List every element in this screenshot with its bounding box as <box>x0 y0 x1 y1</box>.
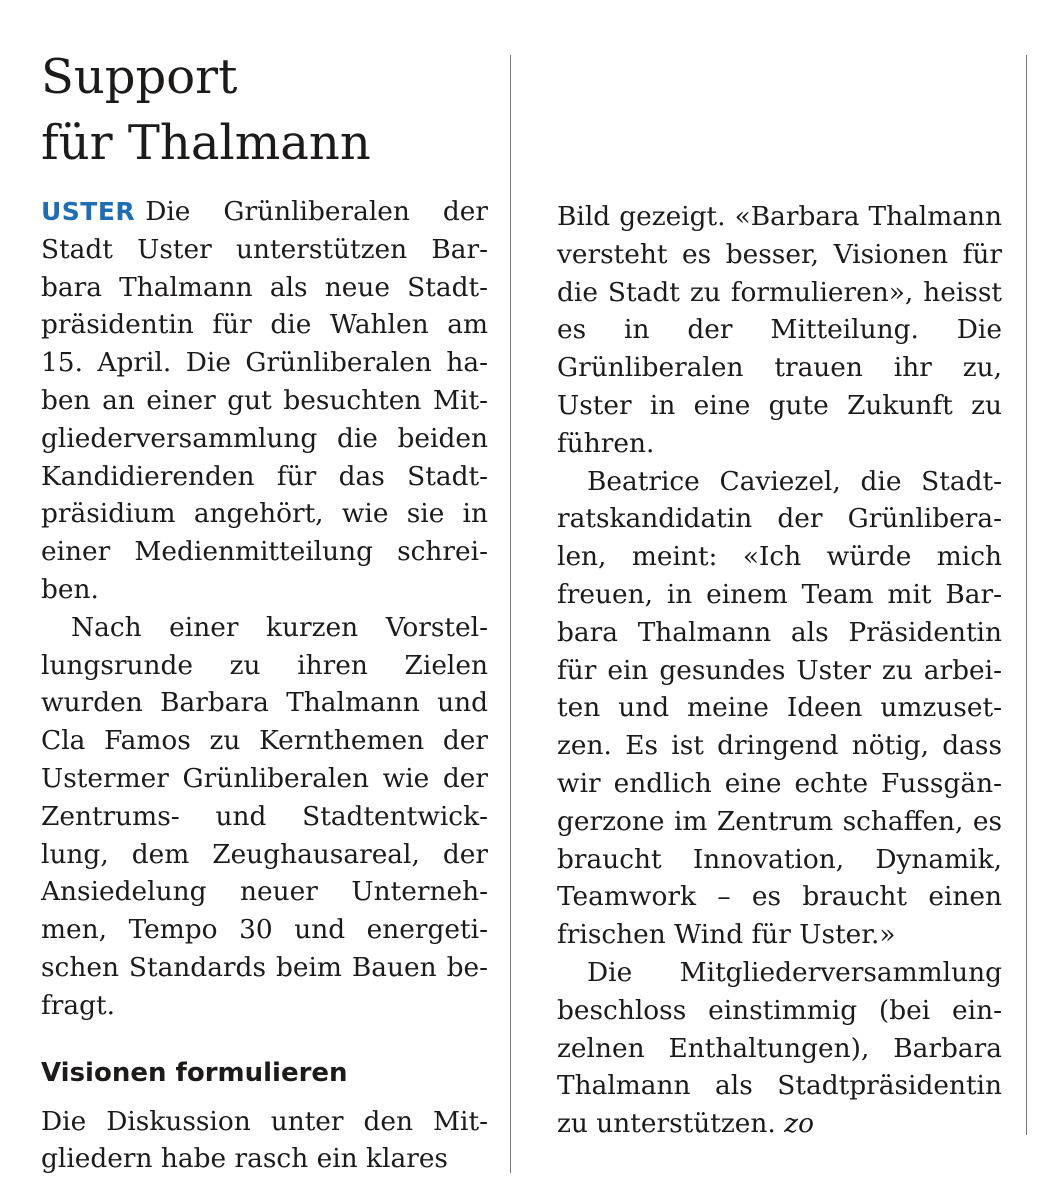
closing-text: Die Mitgliederversammlung beschloss einstimmig (bei einzelnen Enthaltungen), Barbara Thalmann als Stadtpräsidentin zu unterstützen. <box>557 956 1002 1140</box>
author-initials: zo <box>784 1108 814 1140</box>
right-column <box>557 198 1002 1143</box>
closing-paragraph <box>557 954 1002 1143</box>
headline-line-1: Support <box>41 49 238 105</box>
subheading: Visionen formulieren <box>41 1057 348 1088</box>
dateline: USTER <box>41 197 136 226</box>
body-paragraph: Nach einer kurzen Vorstellungsrunde zu ihren Zielen wurden Barbara Thalmann und Cla Famos zu Kernthemen der Ustermer Grünliberalen wie der Zentrums- und Stadtentwicklung, dem Zeughausareal, der Ansiedelung neuer Unternehmen, Tempo 30 und energetischen Standards beim Bauen befragt. <box>41 611 488 1021</box>
left-column <box>41 193 488 1178</box>
body-paragraph-continuation: Bild gezeigt. «Barbara Thalmann versteht es besser, Visionen für die Stadt zu formulieren», heisst es in der Mitteilung. Die Grünliberalen trauen ihr zu, Uster in eine gute Zukunft zu führen. <box>557 201 1002 459</box>
headline <box>41 44 501 176</box>
lead-paragraph <box>41 193 488 609</box>
right-border-rule <box>1026 55 1027 1135</box>
lead-text: Die Grünliberalen der Stadt Uster unterstützen Barbara Thalmann als neue Stadtpräsidentin für die Wahlen am 15. April. Die Grünliberalen haben an einer gut besuchten Mitgliederversammlung die beiden Kandidierenden für das Stadtpräsidium angehört, wie sie in einer Medienmitteilung schreiben. <box>41 196 488 605</box>
column-divider <box>510 55 511 1173</box>
headline-line-2: für Thalmann <box>41 115 371 171</box>
quote-paragraph: Beatrice Caviezel, die Stadtratskandidatin der Grünliberalen, meint: «Ich würde mich freuen, in einem Team mit Barbara Thalmann als Präsidentin für ein gesundes Uster zu arbeiten und meine Ideen umzusetzen. Es ist dringend nötig, dass wir endlich eine echte Fussgängerzone im Zentrum schaffen, es braucht Innovation, Dynamik, Teamwork – es braucht einen frischen Wind für Uster.» <box>557 465 1002 951</box>
body-paragraph-continued: Die Diskussion unter den Mitgliedern habe rasch ein klares <box>41 1105 488 1175</box>
